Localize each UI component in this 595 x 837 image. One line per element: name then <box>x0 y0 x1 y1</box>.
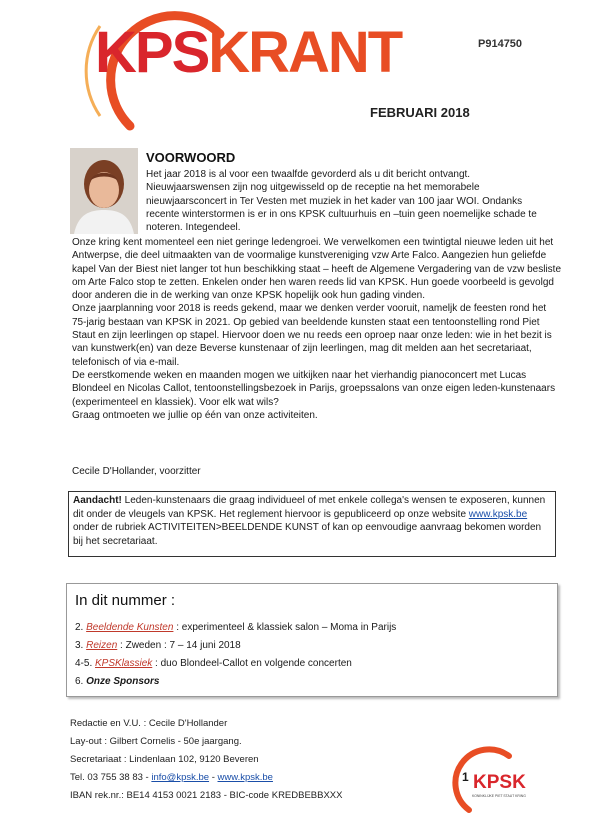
logo-brand-text: KPSK <box>473 772 526 793</box>
toc-description: : Zweden : 7 – 14 juni 2018 <box>117 640 241 651</box>
contents-title: In dit nummer : <box>75 592 176 609</box>
notice-text: Leden-kunstenaars die graag individueel of met enkele collega's wensen te exposeren, kunnen dit onder de vleugels van KPSK. Het reglement hiervoor is gepubliceerd op onze website <box>73 495 546 520</box>
website-link[interactable]: www.kpsk.be <box>468 508 528 520</box>
toc-number: 2. <box>75 622 84 633</box>
foreword-paragraph: De eerstkomende weken en maanden mogen we uitkijken naar het vierhandig pianoconcert met Lucas Blondeel en Nicolas Callot, tentoonstellingsbezoek in Parijs, groepssalons van onze eigen leden-kunstenaars (experimenteel en klassiek). Voor elk wat wils? <box>72 369 556 408</box>
issue-date: FEBRUARI 2018 <box>370 105 470 120</box>
website-link[interactable]: www.kpsk.be <box>217 772 273 783</box>
toc-link[interactable]: Beeldende Kunsten <box>86 622 174 633</box>
foreword-paragraph: Onze kring kent momenteel een niet geringe ledengroei. We verwelkomen een twintigtal nieuwe leden uit het Antwerpse, die deel uitmaakten van de voormalige kunstvereniging vzw Arte Falco. Aangezien hun geliefde kapel Van der Biest niet langer tot hun beschikking staat – heeft de Algemene Vergadering van de vzw besliste om Arte Falco stop te zetten. Enkelen onder hen waren reeds lid van KPSK. Hun goede voorbeeld is gevolgd door anderen die in de werking van onze KPSK hopelijk ook hun gading vinden. <box>72 237 562 302</box>
kpsk-logo-icon <box>447 742 527 822</box>
page-number: 1 <box>462 770 469 784</box>
separator: - <box>211 772 215 783</box>
contents-box <box>66 583 558 697</box>
masthead-logo <box>95 20 402 85</box>
toc-item <box>75 658 352 669</box>
footer-contact <box>70 772 273 783</box>
notice-lead: Aandacht! <box>73 495 122 506</box>
toc-item <box>75 640 241 651</box>
svg-text:KONINKLIJKE PIET STAUT KRING: KONINKLIJKE PIET STAUT KRING <box>472 794 526 798</box>
toc-item <box>75 622 396 633</box>
footer-phone: Tel. 03 755 38 83 <box>70 772 143 783</box>
toc-description: : experimenteel & klassiek salon – Moma in Parijs <box>173 622 397 633</box>
toc-number: 4-5. <box>75 658 93 669</box>
foreword-signature: Cecile D'Hollander, voorzitter <box>72 466 201 477</box>
footer-bank: IBAN rek.nr.: BE14 4153 0021 2183 - BIC-code KREDBEBBXXX <box>70 790 343 801</box>
footer-editor: Redactie en V.U. : Cecile D'Hollander <box>70 718 228 729</box>
footer-layout: Lay-out : Gilbert Cornelis - 50e jaargang. <box>70 736 242 747</box>
logo-krant: KRANT <box>208 20 402 85</box>
notice-text: onder de rubriek ACTIVITEITEN>BEELDENDE KUNST of kan op eenvoudige aanvraag bekomen worden bij het secretariaat. <box>73 522 542 547</box>
email-link[interactable]: info@kpsk.be <box>151 772 210 783</box>
foreword-body <box>72 236 562 422</box>
toc-link[interactable]: KPSKlassiek <box>95 658 153 669</box>
notice-box <box>68 491 556 557</box>
toc-description: : duo Blondeel-Callot en volgende concerten <box>152 658 352 669</box>
masthead <box>0 0 595 135</box>
logo-kps: KPS <box>95 20 209 85</box>
foreword-paragraph: Graag ontmoeten we jullie op één van onze activiteiten. <box>72 409 318 421</box>
separator: - <box>145 772 149 783</box>
foreword-intro: Het jaar 2018 is al voor een twaalfde gevorderd als u dit bericht ontvangt. Nieuwjaarswensen zijn nog uitgewisseld op de receptie na het memorabele nieuwjaarsconcert in Ter Vesten met muziek in het kader van 100 jaar WOI. Ondanks recente winterstormen is er in ons KPSK cultuurhuis en –tuin geen noemelijke schade te noteren. Integendeel. <box>146 169 537 234</box>
toc-number: 6. <box>75 676 84 687</box>
foreword-title: VOORWOORD <box>146 150 236 165</box>
footer-address: Secretariaat : Lindenlaan 102, 9120 Beveren <box>70 754 259 765</box>
foreword-paragraph: Onze jaarplanning voor 2018 is reeds gekend, maar we denken verder vooruit, nameljk de feesten rond het 75-jarig bestaan van KPSK in 2021. Op gebied van beeldende kunsten staat een tentoonstelling rond Piet Staut en zijn leerlingen op stapel. Hiervoor doen we nu reeds een oproep naar onze leden: wie in het bezit is van kunstwerk(en) van deze Beverse kunstenaar of zijn leerlingen, mag dit melden aan het secretariaat, telefonisch of via e-mail. <box>72 303 552 368</box>
issn-number: P914750 <box>478 38 523 50</box>
toc-number: 3. <box>75 640 84 651</box>
portrait-photo <box>70 148 138 234</box>
toc-link[interactable]: Reizen <box>86 640 118 651</box>
toc-item <box>75 676 159 687</box>
toc-link[interactable]: Onze Sponsors <box>86 676 160 687</box>
